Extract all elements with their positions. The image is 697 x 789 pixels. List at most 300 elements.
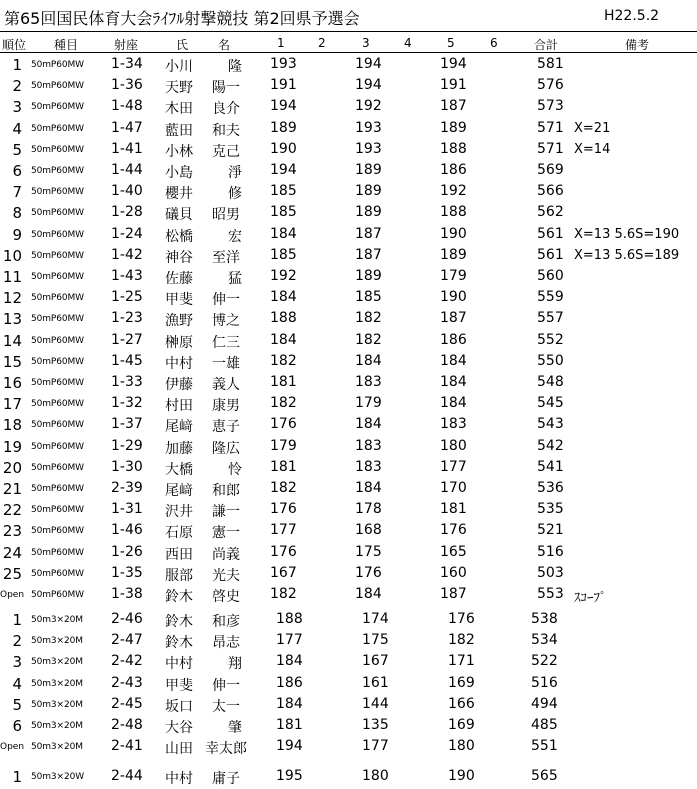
rank-cell: 10 <box>2 246 22 265</box>
given-name-cell: 伸一 <box>212 292 240 309</box>
rank-cell: 25 <box>2 564 22 583</box>
surname-cell: 中村 <box>165 771 193 787</box>
given-name-cell: 憲一 <box>212 525 240 542</box>
event-cell: 50mP60MW <box>31 505 84 516</box>
surname-cell: 尾﨑 <box>165 419 193 436</box>
total-cell: 535 <box>537 501 564 518</box>
rank-cell: 2 <box>12 632 22 651</box>
given-name-cell: 昭男 <box>212 207 240 224</box>
remarks-cell: ｽｺｰﾌﾟ <box>574 591 607 606</box>
event-cell: 50mP60MW <box>31 526 84 537</box>
event-cell: 50m3×20M <box>31 636 83 647</box>
score-series-5: 177 <box>440 458 467 475</box>
score-series-3: 184 <box>355 352 382 369</box>
given-name-cell: 良介 <box>212 101 240 118</box>
total-cell: 552 <box>537 331 564 348</box>
total-cell: 573 <box>537 98 564 115</box>
surname-cell: 甲斐 <box>165 292 193 309</box>
surname-cell: 櫻井 <box>165 186 193 203</box>
score-series-3: 192 <box>355 98 382 115</box>
position-cell: 1-36 <box>111 77 143 94</box>
score-series-3: 193 <box>355 140 382 157</box>
score-series-3: 168 <box>355 522 382 539</box>
score-series-5: 183 <box>440 416 467 433</box>
given-name-cell: 至洋 <box>212 249 240 266</box>
total-cell: 571 <box>537 140 564 157</box>
score-series-5: 187 <box>440 310 467 327</box>
score-series-5: 192 <box>440 183 467 200</box>
position-cell: 1-26 <box>111 543 143 560</box>
score-series-3: 189 <box>355 268 382 284</box>
surname-cell: 鈴木 <box>165 614 193 630</box>
header-event: 種目 <box>54 38 79 52</box>
score-series-1: 167 <box>270 564 297 581</box>
rank-cell: 7 <box>12 183 22 202</box>
given-name-cell: 尚義 <box>212 546 240 563</box>
surname-cell: 鈴木 <box>165 589 193 605</box>
given-name-cell: 幸太郎 <box>205 741 247 758</box>
total-cell: 545 <box>537 395 564 412</box>
score-series-1: 184 <box>270 331 297 348</box>
score-series-5: 187 <box>440 586 467 602</box>
header-surname: 氏 <box>176 38 189 52</box>
rank-cell: 13 <box>2 310 22 329</box>
total-cell: 576 <box>537 77 564 94</box>
header-rank: 順位 <box>2 38 27 52</box>
given-name-cell: 翔 <box>228 656 242 673</box>
surname-cell: 大谷 <box>165 720 193 736</box>
given-name-cell: 克己 <box>212 143 240 160</box>
score-series-5: 190 <box>440 225 467 242</box>
score-series-3: 189 <box>355 204 382 221</box>
given-name-cell: 和彦 <box>212 614 240 630</box>
score-series-1: 192 <box>270 268 297 284</box>
event-cell: 50mP60MW <box>31 81 84 92</box>
event-cell: 50mP60MW <box>31 441 84 452</box>
rank-cell: 1 <box>12 611 22 629</box>
score-series-5: 181 <box>440 501 467 518</box>
position-cell: 1-37 <box>111 416 143 433</box>
rank-cell: 12 <box>2 289 22 308</box>
surname-cell: 鈴木 <box>165 635 193 652</box>
surname-cell: 村田 <box>165 398 193 415</box>
score-series-5: 160 <box>440 564 467 581</box>
surname-cell: 小島 <box>165 165 193 181</box>
surname-cell: 中村 <box>165 656 193 673</box>
score-series-3: 175 <box>362 632 389 649</box>
rank-cell: 6 <box>12 162 22 180</box>
score-series-5: 176 <box>448 611 475 627</box>
surname-cell: 小川 <box>165 59 193 75</box>
event-cell: 50mP60MW <box>31 335 84 346</box>
score-series-3: 178 <box>355 501 382 518</box>
score-series-3: 185 <box>355 289 382 306</box>
score-series-3: 182 <box>355 331 382 348</box>
score-series-3: 187 <box>355 246 382 263</box>
surname-cell: 佐藤 <box>165 271 193 287</box>
score-series-3: 194 <box>355 77 382 94</box>
score-series-3: 184 <box>355 480 382 496</box>
header-position: 射座 <box>114 38 139 52</box>
score-series-5: 186 <box>440 331 467 348</box>
rank-cell: 19 <box>2 437 22 456</box>
position-cell: 1-40 <box>111 183 143 200</box>
position-cell: 1-41 <box>111 140 143 157</box>
score-series-3: 189 <box>355 162 382 178</box>
rank-cell: 14 <box>2 331 22 350</box>
score-series-5: 189 <box>440 246 467 263</box>
rank-cell: 3 <box>12 653 22 672</box>
position-cell: 1-29 <box>111 437 143 454</box>
score-series-1: 185 <box>270 204 297 221</box>
score-series-5: 184 <box>440 374 467 390</box>
position-cell: 1-43 <box>111 268 143 284</box>
rank-cell: 17 <box>2 395 22 414</box>
event-cell: 50m3×20M <box>31 742 83 753</box>
score-series-5: 180 <box>448 738 475 755</box>
total-cell: 494 <box>531 695 558 712</box>
score-series-3: 184 <box>355 586 382 602</box>
surname-cell: 尾﨑 <box>165 483 193 499</box>
score-series-3: 180 <box>362 768 389 784</box>
event-cell: 50mP60MW <box>31 60 84 70</box>
event-cell: 50mP60MW <box>31 420 84 431</box>
header-top-rule <box>0 31 697 32</box>
given-name-cell: 陽一 <box>212 80 240 97</box>
rank-cell: 16 <box>2 374 22 392</box>
remarks-cell: X=13 5.6S=189 <box>574 247 680 263</box>
score-series-3: 144 <box>362 695 389 712</box>
given-name-cell: 昂志 <box>212 635 240 652</box>
score-series-1: 185 <box>270 246 297 263</box>
header-series-2: 2 <box>318 36 326 50</box>
score-series-5: 187 <box>440 98 467 115</box>
header-series-6: 6 <box>490 36 498 50</box>
score-series-1: 184 <box>276 695 303 712</box>
score-series-3: 179 <box>355 395 382 412</box>
rank-cell: Open <box>0 590 25 600</box>
position-cell: 2-48 <box>111 717 143 733</box>
score-series-1: 182 <box>270 480 297 496</box>
event-cell: 50m3×20M <box>31 615 83 625</box>
score-series-1: 184 <box>270 225 297 242</box>
surname-cell: 中村 <box>165 355 193 372</box>
surname-cell: 漁野 <box>165 313 193 330</box>
header-given-name: 名 <box>218 38 231 52</box>
score-series-1: 182 <box>270 586 297 602</box>
surname-cell: 西田 <box>165 546 193 563</box>
position-cell: 1-44 <box>111 162 143 178</box>
position-cell: 1-31 <box>111 501 143 518</box>
score-series-5: 188 <box>440 140 467 157</box>
total-cell: 534 <box>531 632 558 649</box>
rank-cell: 6 <box>12 717 22 735</box>
event-cell: 50mP60MW <box>31 272 84 282</box>
score-series-3: 194 <box>355 56 382 72</box>
rank-cell: 5 <box>12 140 22 159</box>
event-cell: 50m3×20W <box>31 772 85 782</box>
remarks-cell: X=13 5.6S=190 <box>574 226 680 242</box>
given-name-cell: 肇 <box>228 720 242 736</box>
event-cell: 50mP60MW <box>31 293 84 304</box>
position-cell: 1-38 <box>111 586 143 602</box>
score-series-3: 183 <box>355 437 382 454</box>
score-series-1: 191 <box>270 77 297 94</box>
event-cell: 50mP60MW <box>31 250 84 261</box>
event-cell: 50mP60MW <box>31 123 84 134</box>
total-cell: 565 <box>531 768 558 784</box>
event-cell: 50mP60MW <box>31 229 84 240</box>
given-name-cell: 和夫 <box>212 122 240 139</box>
position-cell: 2-44 <box>111 768 143 784</box>
score-series-3: 174 <box>362 611 389 627</box>
score-series-5: 184 <box>440 395 467 412</box>
given-name-cell: 和郎 <box>212 483 240 499</box>
rank-cell: 15 <box>2 352 22 371</box>
total-cell: 551 <box>531 738 558 755</box>
rank-cell: 24 <box>2 543 22 562</box>
given-name-cell: 博之 <box>212 313 240 330</box>
position-cell: 1-25 <box>111 289 143 306</box>
score-series-5: 171 <box>448 653 475 670</box>
position-cell: 1-23 <box>111 310 143 327</box>
score-series-1: 181 <box>270 374 297 390</box>
score-series-3: 167 <box>362 653 389 670</box>
score-series-1: 195 <box>276 768 303 784</box>
score-series-1: 176 <box>270 543 297 560</box>
event-cell: 50m3×20M <box>31 657 83 668</box>
event-cell: 50m3×20M <box>31 699 83 710</box>
rank-cell: 1 <box>12 56 22 74</box>
score-series-5: 188 <box>440 204 467 221</box>
score-series-1: 184 <box>276 653 303 670</box>
event-cell: 50mP60MW <box>31 356 84 367</box>
event-cell: 50mP60MW <box>31 144 84 155</box>
given-name-cell: 啓史 <box>212 589 240 605</box>
surname-cell: 礒貝 <box>165 207 193 224</box>
score-series-1: 186 <box>276 674 303 691</box>
surname-cell: 藍田 <box>165 122 193 139</box>
header-series-1: 1 <box>277 36 285 50</box>
given-name-cell: 恵子 <box>212 419 240 436</box>
event-cell: 50mP60MW <box>31 547 84 558</box>
position-cell: 1-42 <box>111 246 143 263</box>
given-name-cell: 康男 <box>212 398 240 415</box>
position-cell: 1-48 <box>111 98 143 115</box>
score-series-3: 176 <box>355 564 382 581</box>
rank-cell: 18 <box>2 416 22 435</box>
given-name-cell: 謙一 <box>212 504 240 521</box>
header-bottom-rule <box>0 52 697 53</box>
total-cell: 548 <box>537 374 564 390</box>
total-cell: 557 <box>537 310 564 327</box>
score-series-3: 177 <box>362 738 389 755</box>
total-cell: 503 <box>537 564 564 581</box>
position-cell: 1-47 <box>111 119 143 136</box>
surname-cell: 山田 <box>165 741 193 758</box>
event-cell: 50m3×20M <box>31 678 83 689</box>
rank-cell: Open <box>0 742 25 753</box>
score-series-1: 181 <box>276 717 303 733</box>
score-series-5: 189 <box>440 119 467 136</box>
event-cell: 50mP60MW <box>31 484 84 494</box>
position-cell: 1-32 <box>111 395 143 412</box>
surname-cell: 石原 <box>165 525 193 542</box>
header-total: 合計 <box>534 38 559 52</box>
score-series-1: 176 <box>270 501 297 518</box>
score-series-1: 179 <box>270 437 297 454</box>
position-cell: 2-45 <box>111 695 143 712</box>
header-series-4: 4 <box>404 36 412 50</box>
surname-cell: 伊藤 <box>165 377 193 393</box>
score-series-5: 184 <box>440 352 467 369</box>
surname-cell: 大橋 <box>165 461 193 478</box>
event-cell: 50mP60MW <box>31 314 84 325</box>
total-cell: 559 <box>537 289 564 306</box>
score-series-3: 175 <box>355 543 382 560</box>
score-series-1: 177 <box>276 632 303 649</box>
rank-cell: 21 <box>2 480 22 498</box>
score-series-5: 186 <box>440 162 467 178</box>
event-date: H22.5.2 <box>604 8 660 24</box>
score-series-1: 181 <box>270 458 297 475</box>
position-cell: 1-45 <box>111 352 143 369</box>
position-cell: 1-35 <box>111 564 143 581</box>
score-series-5: 165 <box>440 543 467 560</box>
total-cell: 581 <box>537 56 564 72</box>
given-name-cell: 猛 <box>228 271 242 287</box>
surname-cell: 木田 <box>165 101 193 118</box>
score-series-1: 194 <box>276 738 303 755</box>
surname-cell: 松橋 <box>165 228 193 245</box>
total-cell: 566 <box>537 183 564 200</box>
given-name-cell: 宏 <box>228 228 242 245</box>
total-cell: 516 <box>531 674 558 691</box>
score-series-1: 188 <box>270 310 297 327</box>
total-cell: 543 <box>537 416 564 433</box>
position-cell: 1-46 <box>111 522 143 539</box>
score-series-3: 187 <box>355 225 382 242</box>
position-cell: 2-42 <box>111 653 143 670</box>
surname-cell: 坂口 <box>165 698 193 715</box>
total-cell: 538 <box>531 611 558 627</box>
score-series-1: 182 <box>270 352 297 369</box>
event-cell: 50mP60MW <box>31 590 84 600</box>
given-name-cell: 一雄 <box>212 355 240 372</box>
score-series-1: 190 <box>270 140 297 157</box>
score-series-5: 170 <box>440 480 467 496</box>
given-name-cell: 伸一 <box>212 677 240 694</box>
event-cell: 50mP60MW <box>31 462 84 473</box>
position-cell: 2-39 <box>111 480 143 496</box>
remarks-cell: X=21 <box>574 120 611 136</box>
total-cell: 521 <box>537 522 564 539</box>
score-series-1: 189 <box>270 119 297 136</box>
rank-cell: 22 <box>2 501 22 520</box>
score-series-1: 194 <box>270 162 297 178</box>
score-series-5: 194 <box>440 56 467 72</box>
total-cell: 516 <box>537 543 564 560</box>
total-cell: 571 <box>537 119 564 136</box>
event-cell: 50m3×20M <box>31 721 83 731</box>
event-cell: 50mP60MW <box>31 102 84 113</box>
position-cell: 1-27 <box>111 331 143 348</box>
surname-cell: 服部 <box>165 567 193 584</box>
score-series-3: 182 <box>355 310 382 327</box>
rank-cell: 2 <box>12 77 22 96</box>
event-cell: 50mP60MW <box>31 208 84 219</box>
score-series-1: 177 <box>270 522 297 539</box>
given-name-cell: 義人 <box>212 377 240 393</box>
total-cell: 542 <box>537 437 564 454</box>
given-name-cell: 淨 <box>228 165 242 181</box>
score-series-5: 180 <box>440 437 467 454</box>
total-cell: 485 <box>531 717 558 733</box>
position-cell: 1-28 <box>111 204 143 221</box>
position-cell: 2-41 <box>111 738 143 755</box>
total-cell: 553 <box>537 586 564 602</box>
surname-cell: 榊原 <box>165 334 193 351</box>
position-cell: 1-34 <box>111 56 143 72</box>
score-series-3: 183 <box>355 374 382 390</box>
position-cell: 1-33 <box>111 374 143 390</box>
position-cell: 2-46 <box>111 611 143 627</box>
total-cell: 562 <box>537 204 564 221</box>
surname-cell: 天野 <box>165 80 193 97</box>
score-series-3: 189 <box>355 183 382 200</box>
rank-cell: 9 <box>12 225 22 244</box>
event-cell: 50mP60MW <box>31 166 84 176</box>
rank-cell: 5 <box>12 695 22 714</box>
rank-cell: 23 <box>2 522 22 541</box>
total-cell: 550 <box>537 352 564 369</box>
given-name-cell: 太一 <box>212 698 240 715</box>
event-cell: 50mP60MW <box>31 399 84 410</box>
total-cell: 569 <box>537 162 564 178</box>
remarks-cell: X=14 <box>574 141 611 157</box>
total-cell: 561 <box>537 225 564 242</box>
given-name-cell: 光夫 <box>212 567 240 584</box>
score-series-5: 176 <box>440 522 467 539</box>
rank-cell: 1 <box>12 768 22 786</box>
given-name-cell: 修 <box>228 186 242 203</box>
rank-cell: 11 <box>2 268 22 286</box>
surname-cell: 甲斐 <box>165 677 193 694</box>
score-series-5: 182 <box>448 632 475 649</box>
event-cell: 50mP60MW <box>31 187 84 198</box>
surname-cell: 小林 <box>165 143 193 160</box>
position-cell: 1-30 <box>111 458 143 475</box>
score-series-5: 169 <box>448 674 475 691</box>
score-series-3: 184 <box>355 416 382 433</box>
score-series-3: 161 <box>362 674 389 691</box>
total-cell: 522 <box>531 653 558 670</box>
score-series-3: 193 <box>355 119 382 136</box>
score-series-5: 169 <box>448 717 475 733</box>
rank-cell: 8 <box>12 204 22 223</box>
surname-cell: 加藤 <box>165 440 193 457</box>
event-cell: 50mP60MW <box>31 378 84 388</box>
rank-cell: 20 <box>2 458 22 477</box>
given-name-cell: 庸子 <box>212 771 240 787</box>
score-series-5: 179 <box>440 268 467 284</box>
rank-cell: 3 <box>12 98 22 117</box>
score-series-1: 185 <box>270 183 297 200</box>
header-remarks: 備考 <box>625 38 650 52</box>
given-name-cell: 隆広 <box>212 440 240 457</box>
surname-cell: 沢井 <box>165 504 193 521</box>
score-series-1: 182 <box>270 395 297 412</box>
